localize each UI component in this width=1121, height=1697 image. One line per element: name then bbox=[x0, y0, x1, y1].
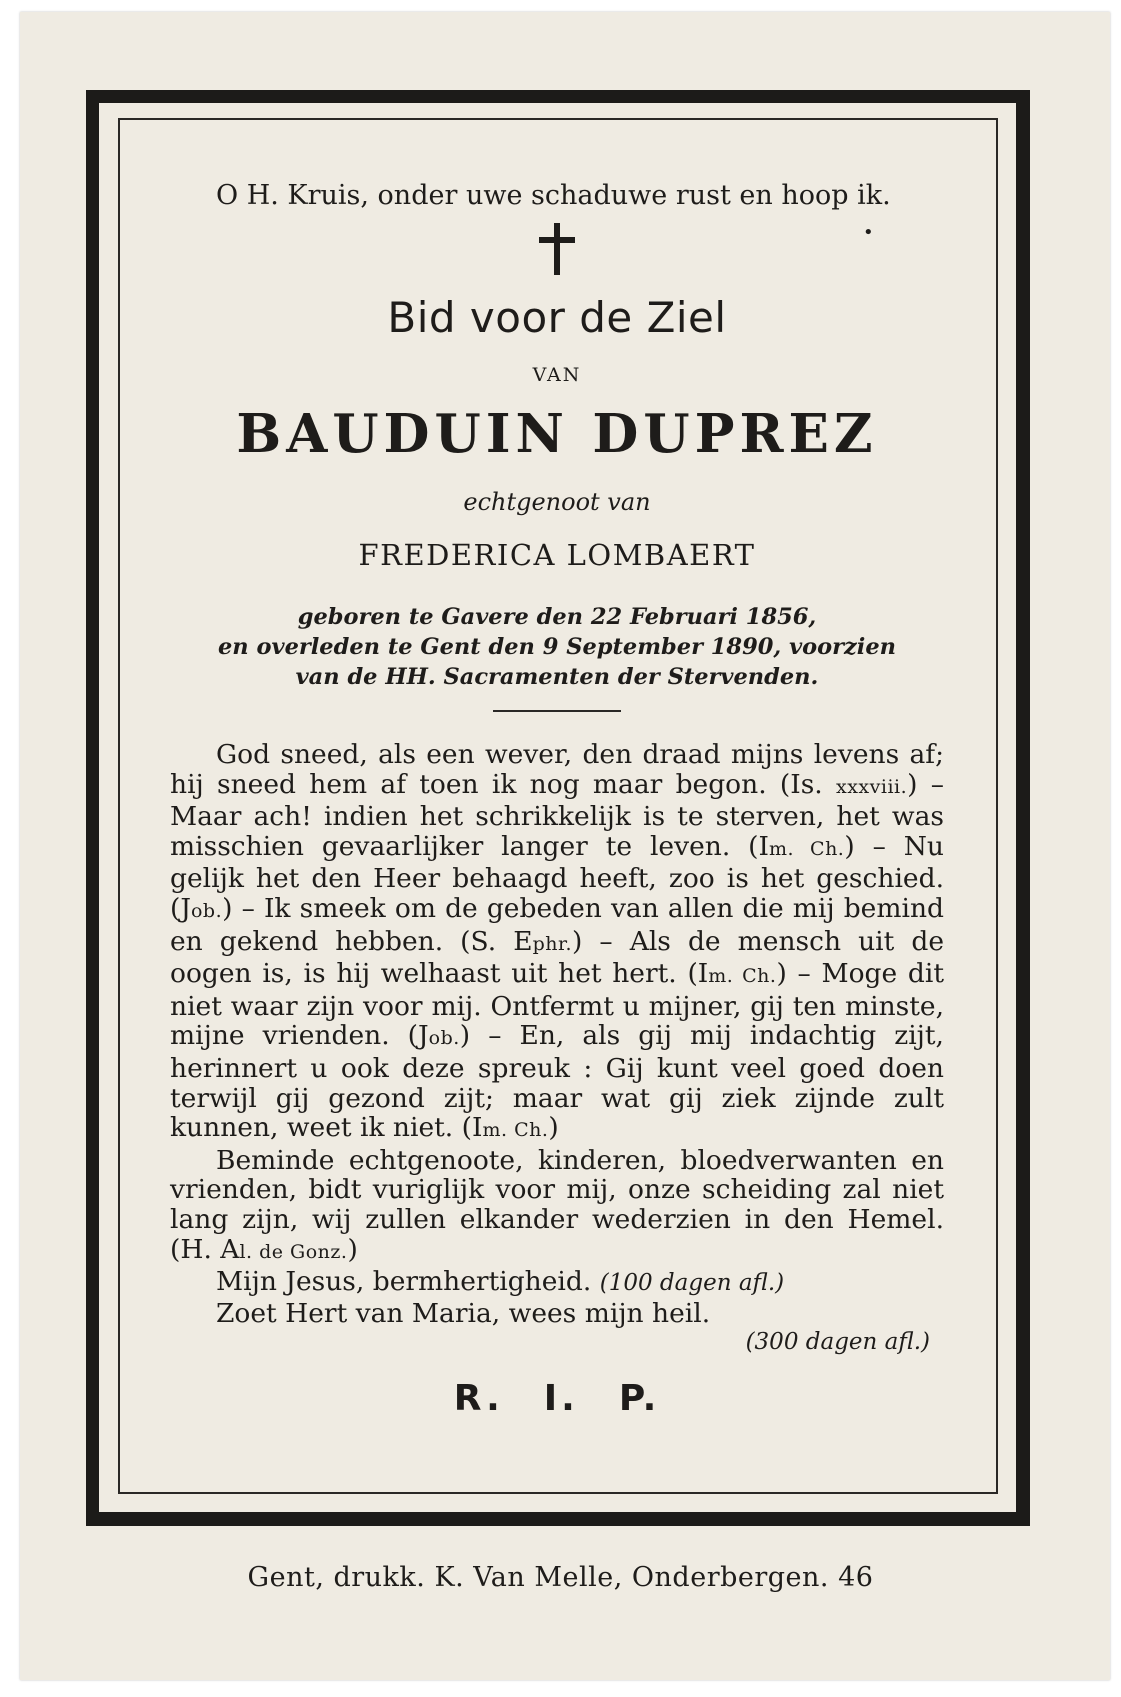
spouse-label: echtgenoot van bbox=[463, 488, 651, 516]
border-left bbox=[86, 90, 99, 1526]
prayer-text bbox=[170, 740, 944, 1358]
indulgence-note: (100 dagen afl.) bbox=[599, 1270, 785, 1297]
border-top bbox=[86, 90, 1030, 103]
divider bbox=[493, 710, 621, 712]
deceased-name: BAUDUIN DUPREZ bbox=[236, 403, 878, 465]
prayer-paragraph-3: Mijn Jesus, bermhertigheid. (100 dagen afl.) bbox=[216, 1266, 785, 1298]
sacraments-line: van de HH. Sacramenten der Stervenden. bbox=[295, 664, 819, 690]
prayer-paragraph-1: God sneed, als een wever, den draad mijns levens af; hij sneed hem af toen ik nog maar begon. (Is. xxxviii.) – Maar ach! indien het schrikkelijk is te sterven, het was misschien gevaarlijker langer te leven. (Im. Ch.) – Nu gelijk het den Heer behaagd heeft, zoo is het geschied. (Job.) – Ik smeek om de gebeden van allen die mij bemind en gekend hebben. (S. Ephr.) – Als de mensch uit de oogen is, is hij welhaast uit het hert. (Im. Ch.) – Moge dit niet waar zijn voor mij. Ontfermt u mijner, gij ten minste, mijne vrienden. (Job.) – En, als gij mij indachtig zijt, herinnert u ook deze spreuk : Gij kunt veel goed doen terwijl gij gezond zijt; maar wat gij ziek zijnde zult kunnen, weet ik niet. (Im. Ch.) bbox=[170, 739, 945, 1144]
life-dates bbox=[170, 602, 944, 692]
spouse-name: FREDERICA LOMBAERT bbox=[358, 538, 756, 572]
border-right bbox=[1016, 90, 1030, 1526]
card-content bbox=[170, 180, 944, 1419]
ornament-dot: • bbox=[863, 222, 874, 243]
death-line: en overleden te Gent den 9 September 1890, voorzien bbox=[217, 634, 897, 660]
heading: Bid voor de Ziel bbox=[387, 293, 727, 342]
rip-label: R. I. P. bbox=[453, 1377, 661, 1419]
motto: O H. Kruis, onder uwe schaduwe rust en hoop ik. bbox=[216, 180, 891, 211]
border-bottom bbox=[86, 1512, 1030, 1526]
prayer-paragraph-4: Zoet Hert van Maria, wees mijn heil. bbox=[216, 1297, 711, 1329]
birth-line: geboren te Gavere den 22 Februari 1856, bbox=[297, 604, 817, 630]
prayer-paragraph-2: Beminde echtgenoote, kinderen, bloedverwanten en vrienden, bidt vuriglijk voor mij, onze scheiding zal niet lang zijn, wij zullen elkander wederzien in den Hemel. (H. Al. de Gonz.) bbox=[170, 1144, 944, 1265]
van-label: VAN bbox=[532, 364, 582, 386]
printer-imprint: Gent, drukk. K. Van Melle, Onderbergen. 46 bbox=[247, 1562, 874, 1593]
cross-icon bbox=[535, 221, 579, 277]
indulgence-note: (300 dagen afl.) bbox=[745, 1329, 930, 1356]
